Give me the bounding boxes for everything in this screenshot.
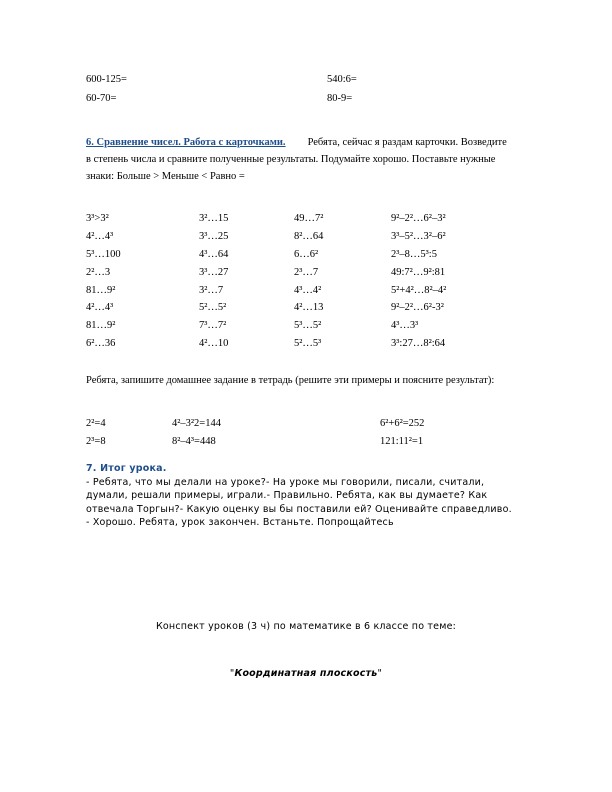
grid-cell: 7³…7² <box>199 320 227 332</box>
section-7-line: - Хорошо. Ребята, урок закончен. Встаньте. Попрощайтесь <box>86 517 394 528</box>
grid-cell: 5²+4²…8²–4² <box>391 284 447 296</box>
grid-cell: 4²…13 <box>294 302 324 314</box>
section-7 <box>86 462 512 530</box>
grid-cell: 49:7²…9²:81 <box>391 266 446 278</box>
grid-cell: 3²…7 <box>199 284 224 296</box>
grid-cell: 3³…25 <box>199 230 229 242</box>
quote-mark: " <box>229 668 235 679</box>
grid-cell: 3³>3² <box>86 213 109 224</box>
grid-cell: 81…9² <box>86 320 116 332</box>
section-6 <box>86 134 576 185</box>
homework-example: 4²–3²2=144 <box>172 418 221 429</box>
grid-cell: 3³…27 <box>199 266 229 278</box>
grid-cell: 5³…100 <box>86 248 121 260</box>
grid-cell: 4³…64 <box>199 248 229 260</box>
grid-cell: 4³…3³ <box>391 320 419 332</box>
grid-cell: 5³…5² <box>294 320 322 332</box>
grid-cell: 2³–8…5³:5 <box>391 248 437 260</box>
homework-intro: Ребята, запишите домашнее задание в тетрадь (решите эти примеры и поясните результат): <box>86 375 495 386</box>
section-7-line: думали, решали примеры, играли.- Правильно. Ребята, как вы думаете? Как <box>86 490 488 501</box>
grid-cell: 4²…10 <box>199 338 229 350</box>
grid-cell: 3³:27…8²:64 <box>391 338 446 350</box>
section-6-text: знаки: Больше > Меньше < Равно = <box>86 171 245 182</box>
lesson-summary-caption: Конспект уроков (3 ч) по математике в 6 классе по теме: <box>155 621 457 632</box>
grid-cell: 5²…5³ <box>294 338 322 350</box>
lesson-topic <box>0 667 612 681</box>
section-7-line: - Ребята, что мы делали на уроке?- На уроке мы говорили, писали, считали, <box>86 476 485 488</box>
expression: 60-70= <box>86 93 117 104</box>
grid-cell: 2³…7 <box>294 266 319 278</box>
homework-example: 121:11²=1 <box>380 436 424 447</box>
grid-cell: 4²…4³ <box>86 302 114 314</box>
grid-cell: 4²…4³ <box>86 230 114 242</box>
grid-cell: 81…9² <box>86 284 116 296</box>
grid-cell: 4³…4² <box>294 284 322 296</box>
expression: 80-9= <box>327 93 353 104</box>
section-6-text: Ребята, сейчас я раздам карточки. Возведите <box>307 137 507 148</box>
grid-cell: 5²…5² <box>199 302 227 314</box>
grid-cell: 9²–2²…6²-3² <box>391 302 444 314</box>
homework-example: 2³=8 <box>86 436 106 447</box>
grid-cell: 8²…64 <box>294 230 324 242</box>
grid-cell: 6…6² <box>294 248 319 260</box>
section-6-title: 6. Сравнение чисел. Работа с карточками. <box>86 137 286 148</box>
homework-example: 2²=4 <box>86 418 106 429</box>
homework-example: 8²–4³=448 <box>172 436 216 447</box>
quote-mark: " <box>377 668 383 679</box>
grid-cell: 3³–5²…3²–6² <box>391 230 446 242</box>
grid-cell: 49…7² <box>294 213 324 224</box>
lesson-topic-title: Координатная плоскость <box>234 668 378 679</box>
grid-cell: 9²–2²…6²–3² <box>391 213 446 224</box>
expression: 600-125= <box>86 74 127 85</box>
section-7-title: 7. Итог урока. <box>86 463 167 474</box>
section-7-line: отвечала Торгын?- Какую оценку вы бы поставили ей? Оценивайте справедливо. <box>86 503 512 515</box>
grid-cell: 2²…3 <box>86 266 111 278</box>
homework-example: 6²+6²=252 <box>380 418 425 429</box>
section-6-first-line <box>86 134 576 151</box>
grid-cell: 3²…15 <box>199 213 229 224</box>
section-6-text: в степень числа и сравните полученные результаты. Подумайте хорошо. Поставьте нужные <box>86 154 496 165</box>
grid-cell: 6²…36 <box>86 338 116 350</box>
expression: 540:6= <box>327 74 357 85</box>
